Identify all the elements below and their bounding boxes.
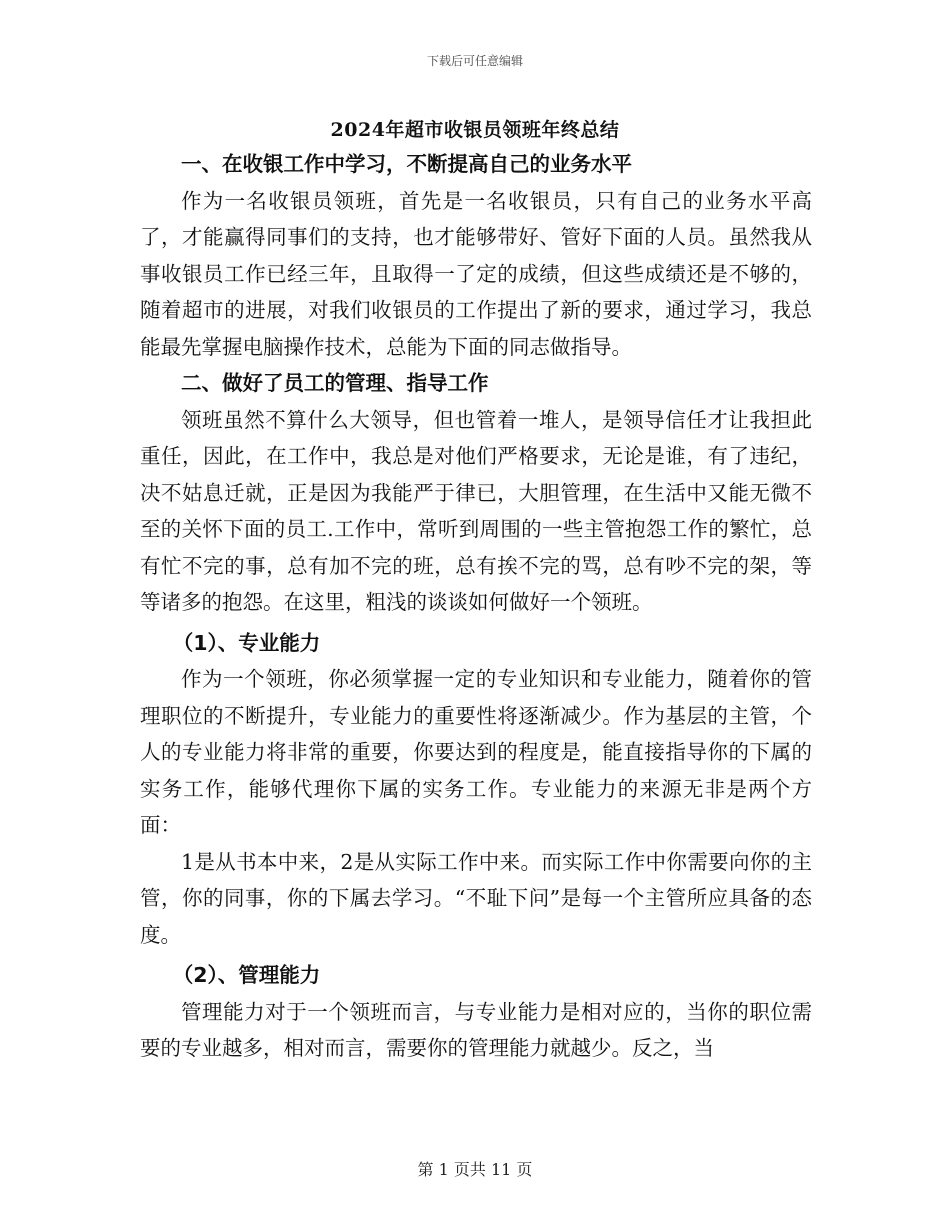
paragraph-4: 1是从书本中来，2是从实际工作中来。而实际工作中你需要向你的主管，你的同事，你的下属去学习。“不耻下问”是每一个主管所应具备的态度。 [140,849,812,947]
document-title: 2024年超市收银员领班年终总结 [330,119,620,141]
paragraph-3: 作为一个领班，你必须掌握一定的专业知识和专业能力，随着你的管理职位的不断提升，专业能力的重要性将逐渐减少。作为基层的主管，个人的专业能力将非常的重要，你要达到的程度是，能直接指导你的下属的实务工作，能够代理你下属的实务工作。专业能力的来源无非是两个方面： [140,667,812,837]
page-header-note: 下载后可任意编辑 [426,54,523,68]
subheading-management-ability: （2）、管理能力 [172,963,321,987]
document-body [140,146,812,1067]
subheading-professional-ability: （1）、专业能力 [172,630,321,655]
paragraph-5: 管理能力对于一个领班而言，与专业能力是相对应的，当你的职位需要的专业越多，相对而言，需要你的管理能力就越少。反之，当 [140,999,812,1060]
paragraph-1: 作为一名收银员领班，首先是一名收银员，只有自己的业务水平高了，才能赢得同事们的支持，也才能够带好、管好下面的人员。虽然我从事收银员工作已经三年，且取得一了定的成绩，但这些成绩还是不够的，随着超市的进展，对我们收银员的工作提出了新的要求，通过学习，我总能最先掌握电脑操作技术，总能为下面的同志做指导。 [140,188,812,359]
section-heading-1: 一、在收银工作中学习，不断提高自己的业务水平 [181,152,632,176]
section-heading-2: 二、做好了员工的管理、指导工作 [181,371,489,395]
page-number-footer: 第 1 页共 11 页 [417,1160,533,1179]
paragraph-2: 领班虽然不算什么大领导，但也管着一堆人，是领导信任才让我担此重任，因此，在工作中，我总是对他们严格要求，无论是谁，有了违纪，决不姑息迁就，正是因为我能严于律已，大胆管理，在生活中又能无微不至的关怀下面的员工.工作中，常听到周围的一些主管抱怨工作的繁忙，总有忙不完的事，总有加不完的班，总有挨不完的骂，总有吵不完的架，等等诸多的抱怨。在这里，粗浅的谈谈如何做好一个领班。 [140,407,812,614]
